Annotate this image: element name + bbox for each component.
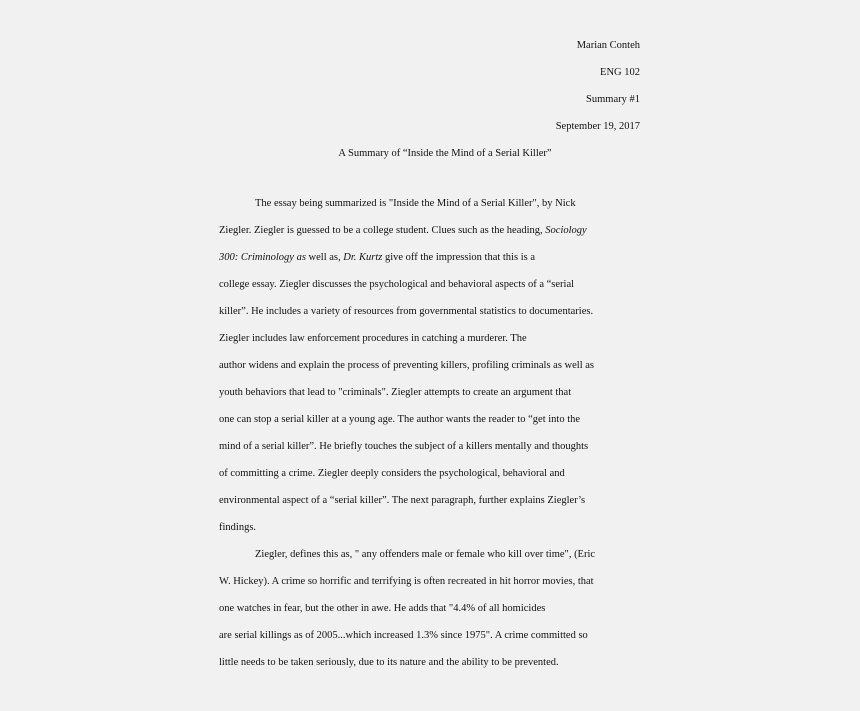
paragraph1-line: killer”. He includes a variety of resources from governmental statistics to documentaries. [219,306,594,317]
document-title: A Summary of “Inside the Mind of a Serial Killer” [338,148,552,159]
course-code: ENG 102 [600,67,640,78]
paragraph1-line: youth behaviors that lead to "criminals". Ziegler attempts to create an argument that [219,387,572,398]
paragraph1-line: The essay being summarized is "Inside the Mind of a Serial Killer", by Nick [255,198,576,209]
italic-course-name: Sociology [545,225,587,236]
paragraph1-line [219,225,587,236]
paragraph1-line: mind of a serial killer”. He briefly touches the subject of a killers mentally and thoughts [219,441,589,452]
text-run: well as, [305,252,344,263]
assignment-name: Summary #1 [586,94,640,105]
paragraph1-line: author widens and explain the process of preventing killers, profiling criminals as well as [219,360,594,371]
document-date: September 19, 2017 [555,121,640,132]
paragraph1-line: of committing a crime. Ziegler deeply considers the psychological, behavioral and [219,468,565,479]
paragraph1-line: college essay. Ziegler discusses the psychological and behavioral aspects of a “serial [219,279,575,290]
author-name: Marian Conteh [576,40,640,51]
italic-course-name: 300: Criminology as [219,252,306,263]
paragraph2-line: Ziegler, defines this as, " any offenders male or female who kill over time", (Eric [255,549,596,560]
paragraph1-line: Ziegler includes law enforcement procedures in catching a murderer. The [219,333,527,344]
paragraph2-line: are serial killings as of 2005...which increased 1.3% since 1975". A crime committed so [219,630,588,641]
paragraph1-line: findings. [219,522,257,533]
paragraph1-line [219,252,535,263]
paragraph2-line: one watches in fear, but the other in awe. He adds that "4.4% of all homicides [219,603,546,614]
italic-instructor-name: Dr. Kurtz [343,252,383,263]
paragraph1-line: one can stop a serial killer at a young age. The author wants the reader to “get into the [219,414,581,425]
paragraph1-line: environmental aspect of a “serial killer”. The next paragraph, further explains Ziegler’s [219,495,586,506]
text-run: give off the impression that this is a [382,252,535,263]
paragraph2-line: W. Hickey). A crime so horrific and terrifying is often recreated in hit horror movies, that [219,576,594,587]
text-run: Ziegler. Ziegler is guessed to be a college student. Clues such as the heading, [219,225,546,236]
paragraph2-line: little needs to be taken seriously, due to its nature and the ability to be prevented. [219,657,559,668]
